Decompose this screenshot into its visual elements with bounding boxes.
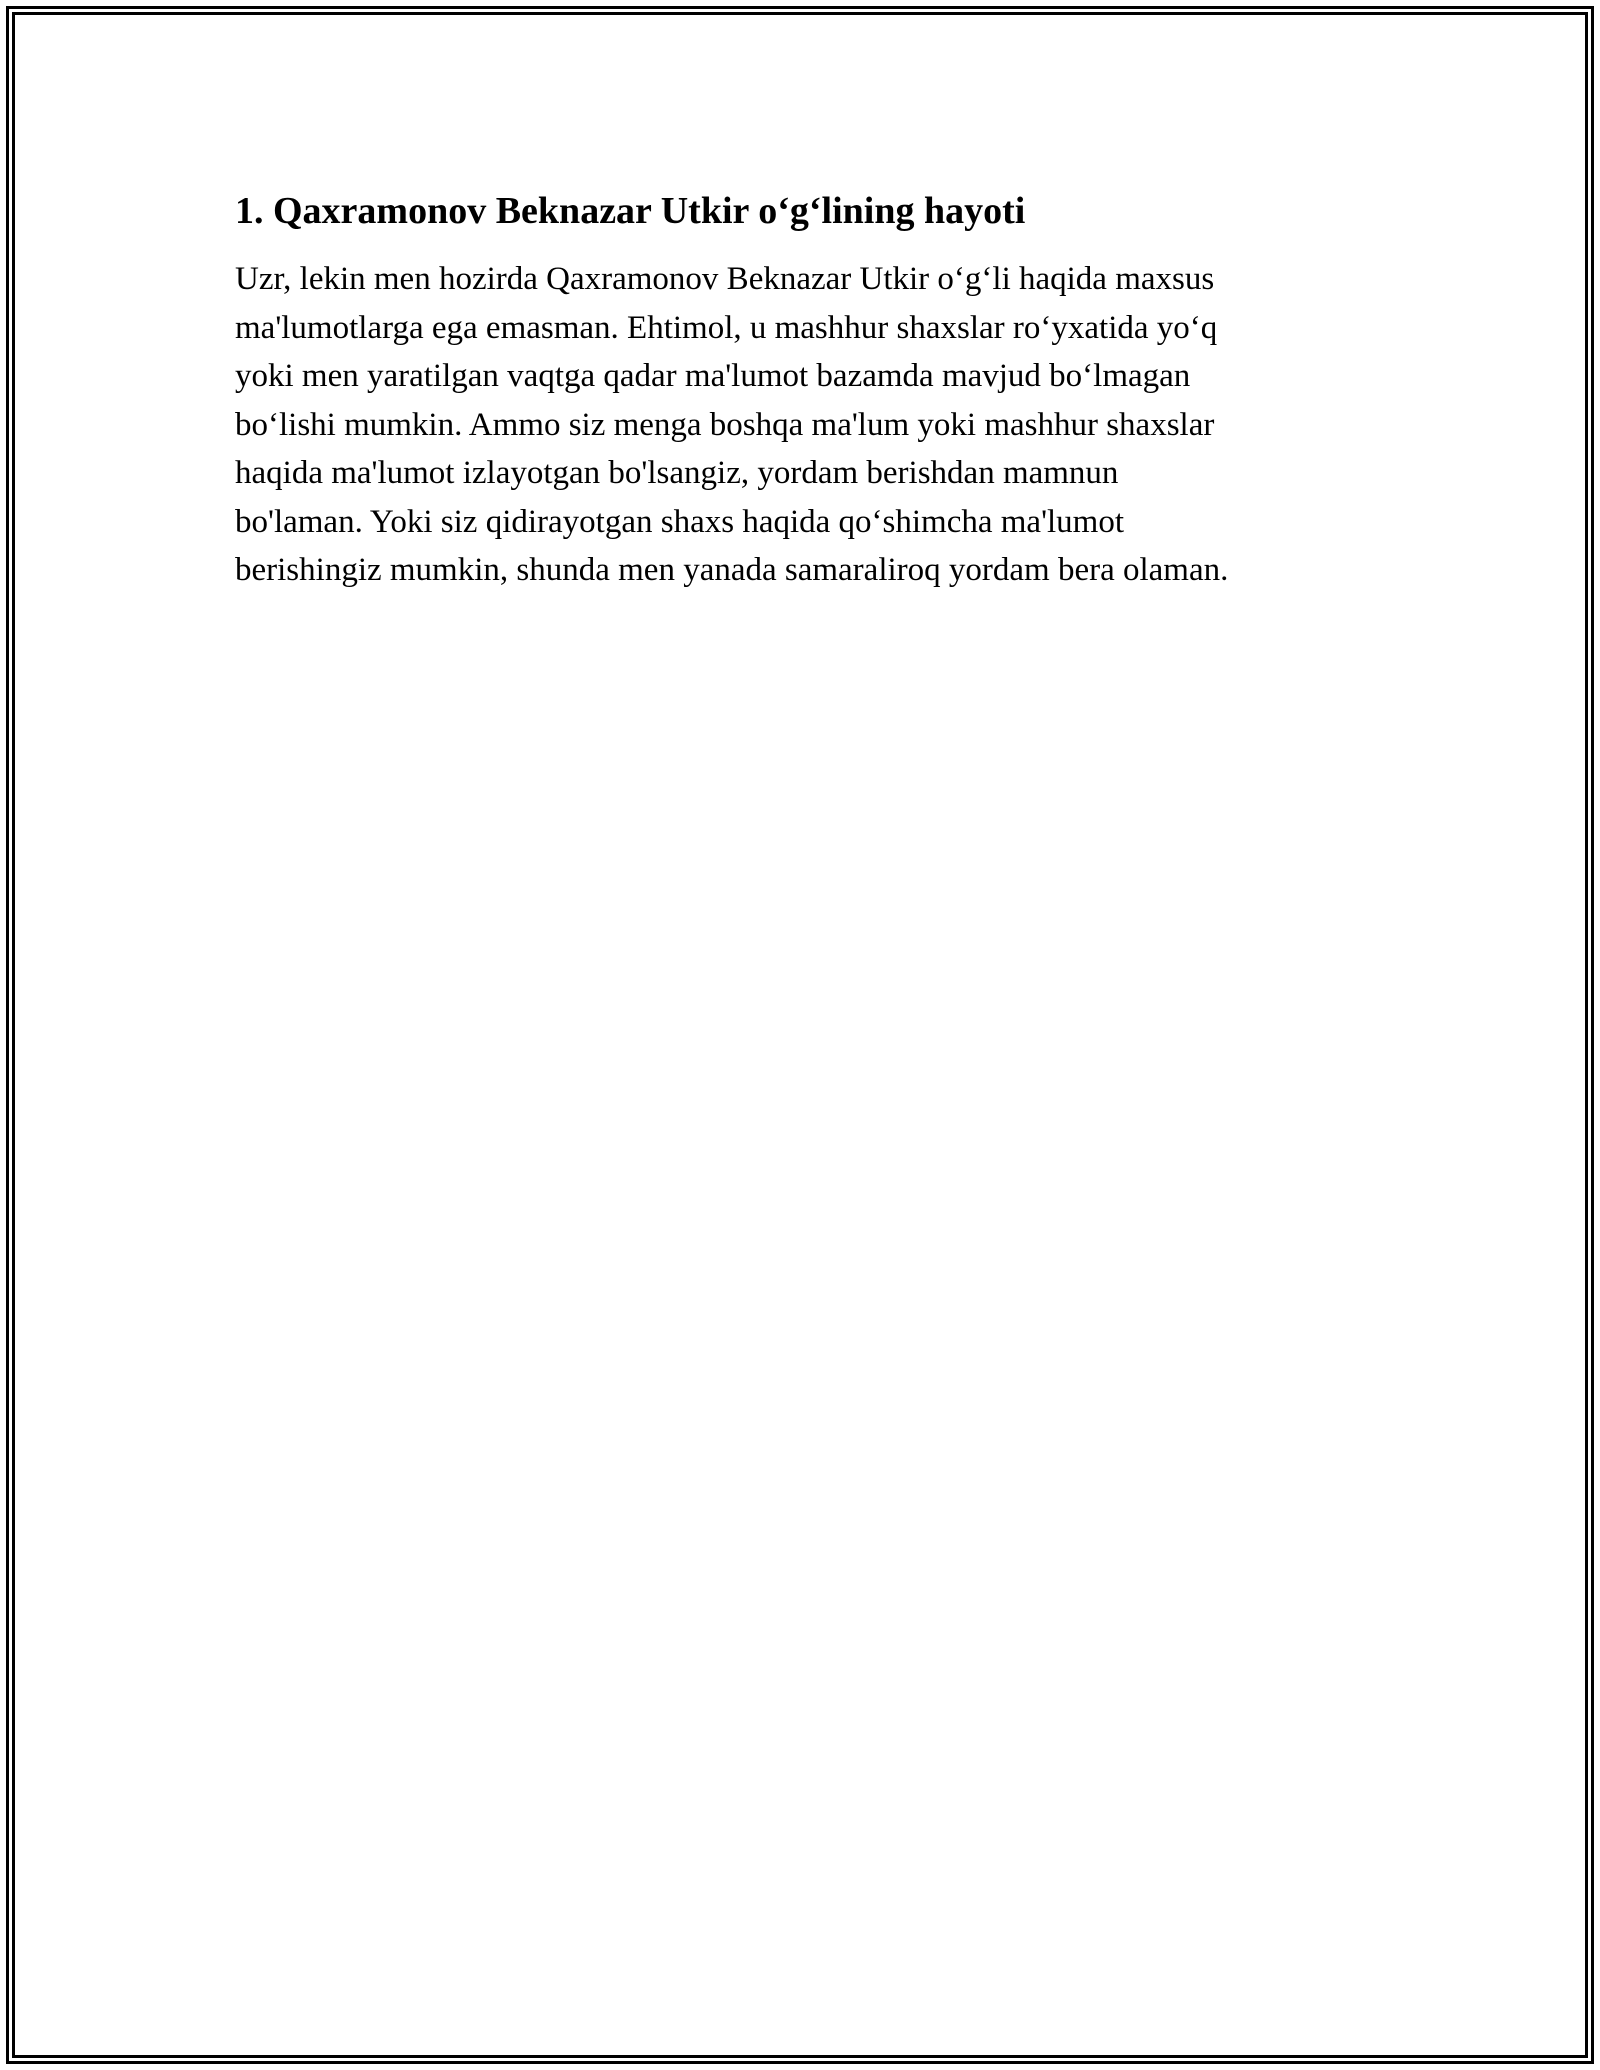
document-content (235, 185, 1385, 595)
body-paragraph (235, 255, 1385, 595)
paragraph-line: bo‘lishi mumkin. Ammo siz menga boshqa ma'lum yoki mashhur shaxslar (235, 406, 1215, 443)
paragraph-line: bo'laman. Yoki siz qidirayotgan shaxs haqida qo‘shimcha ma'lumot (235, 503, 1125, 540)
paragraph-line: berishingiz mumkin, shunda men yanada samaraliroq yordam bera olaman. (235, 552, 1229, 588)
paragraph-line: haqida ma'lumot izlayotgan bo'lsangiz, yordam berishdan mamnun (235, 455, 1119, 491)
paragraph-line: yoki men yaratilgan vaqtga qadar ma'lumot bazamda mavjud bo‘lmagan (235, 358, 1191, 394)
paragraph-line: ma'lumotlarga ega emasman. Ehtimol, u mashhur shaxslar ro‘yxatida yo‘q (235, 309, 1218, 346)
paragraph-line: Uzr, lekin men hozirda Qaxramonov Beknazar Utkir o‘g‘li haqida maxsus (235, 261, 1215, 297)
section-heading: 1. Qaxramonov Beknazar Utkir o‘g‘lining hayoti (235, 190, 1026, 232)
